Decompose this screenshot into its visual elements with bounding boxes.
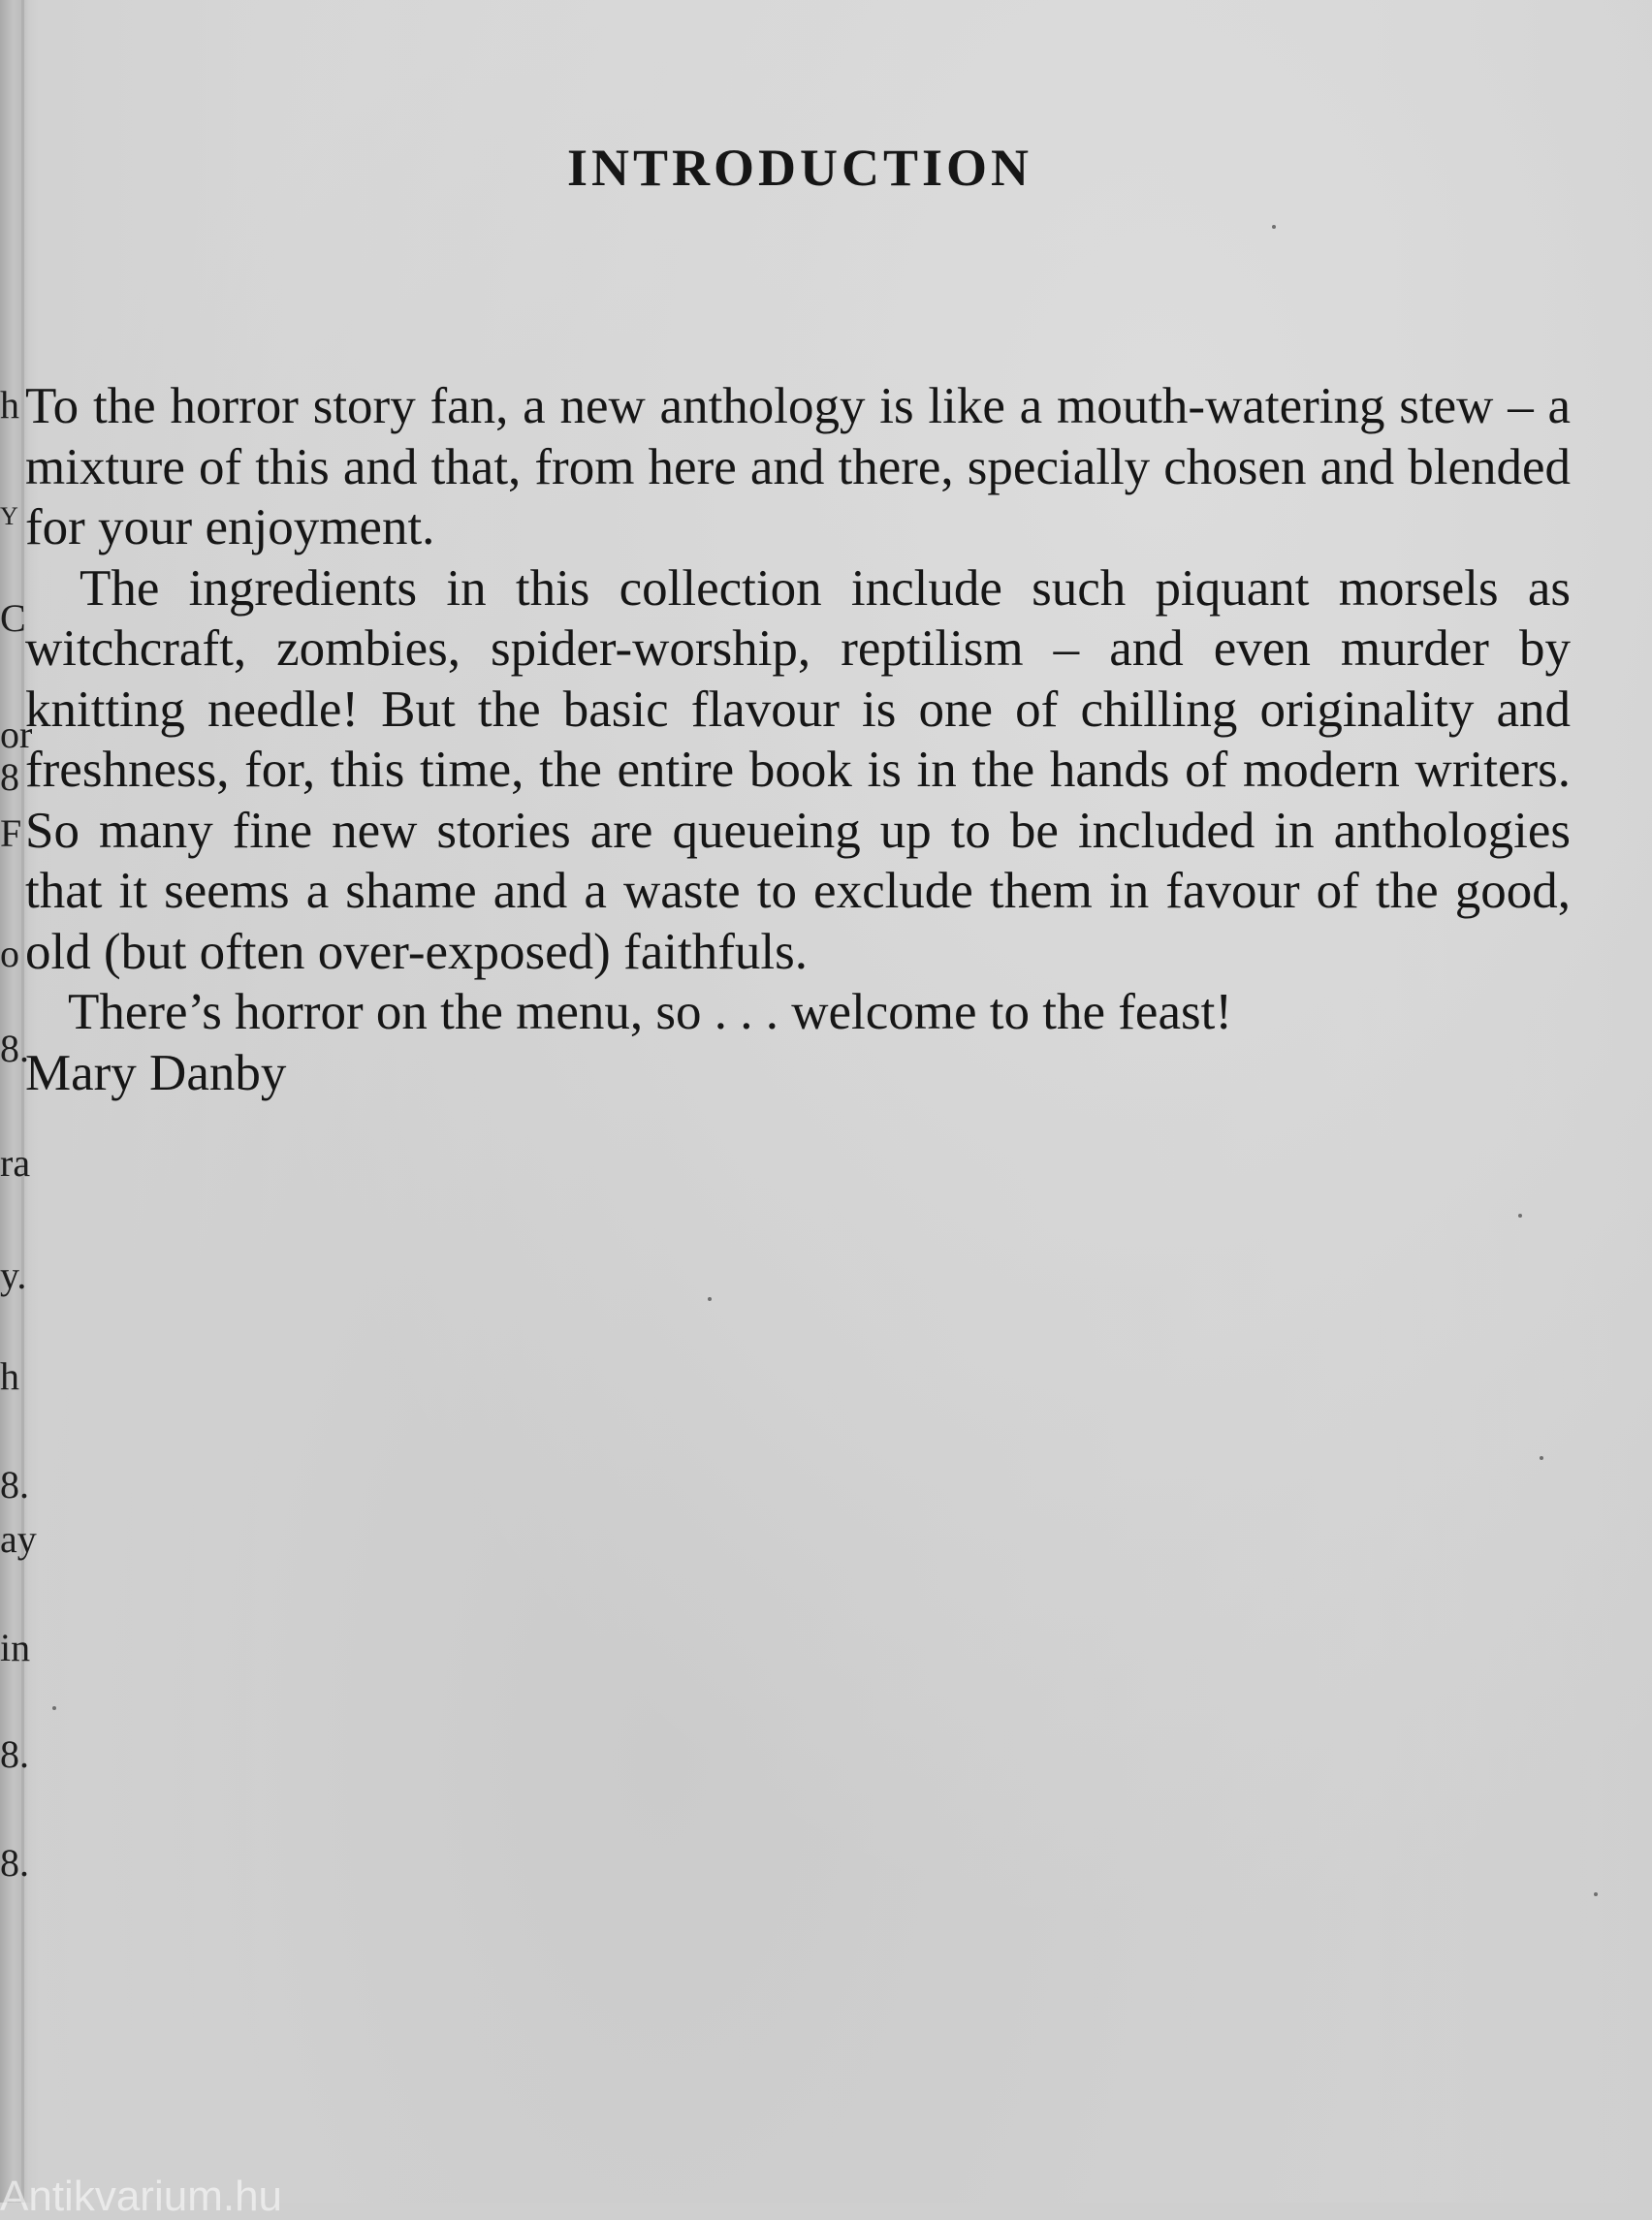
facing-page-fragment: 8 [0,755,19,799]
facing-page-fragment: h [0,383,19,427]
facing-page-fragment: Y [0,502,18,530]
facing-page-fragment: ay [0,1517,37,1561]
paragraph: The ingredients in this collection include such piquant morsels as witchcraft, zombies, spider-worship, reptilism – and even murder by knitting needle! But the basic flavour is one of chilling originality and freshness, for, this time, the entire book is in the hands of modern writers. So many fine new stories are queueing up to be included in anthologies that it seems a shame and a waste to exclude them in favour of the good, old (but often over-exposed) faithfuls. [25,559,1571,980]
paper-speck [1594,1892,1598,1896]
paper-speck [1518,1214,1522,1218]
facing-page-fragment: C [0,596,26,640]
facing-page-fragment: in [0,1626,31,1669]
facing-page-fragment: h [0,1354,19,1398]
page-title-text: INTRODUCTION [566,139,1033,197]
watermark: Antikvarium.hu [0,2172,283,2220]
facing-page-fragment: 8. [0,1463,29,1506]
paper-speck [708,1297,712,1301]
paper-speck [1540,1456,1543,1460]
closing-line: There’s horror on the menu, so . . . welcome to the feast! [68,984,1232,1040]
facing-page-fragment: o [0,932,19,975]
paper-speck [1272,225,1276,229]
facing-page-fragment: 8. [0,1027,29,1070]
facing-page-fragment: F [0,811,22,855]
page-title [0,138,1600,198]
introduction-body [25,376,1571,1103]
facing-page-fragment: 8. [0,1732,29,1776]
facing-page-fragment: y. [0,1253,27,1297]
facing-page-fragment: or [0,713,33,756]
paper-speck [52,1706,56,1710]
facing-page-fragment: ra [0,1141,31,1185]
paragraph: To the horror story fan, a new anthology is like a mouth-watering stew – a mixture of this and that, from here and there, specially chosen and blended for your enjoyment. [25,378,1571,555]
author-signature: Mary Danby [25,1044,287,1101]
facing-page-fragment: 8. [0,1841,29,1885]
